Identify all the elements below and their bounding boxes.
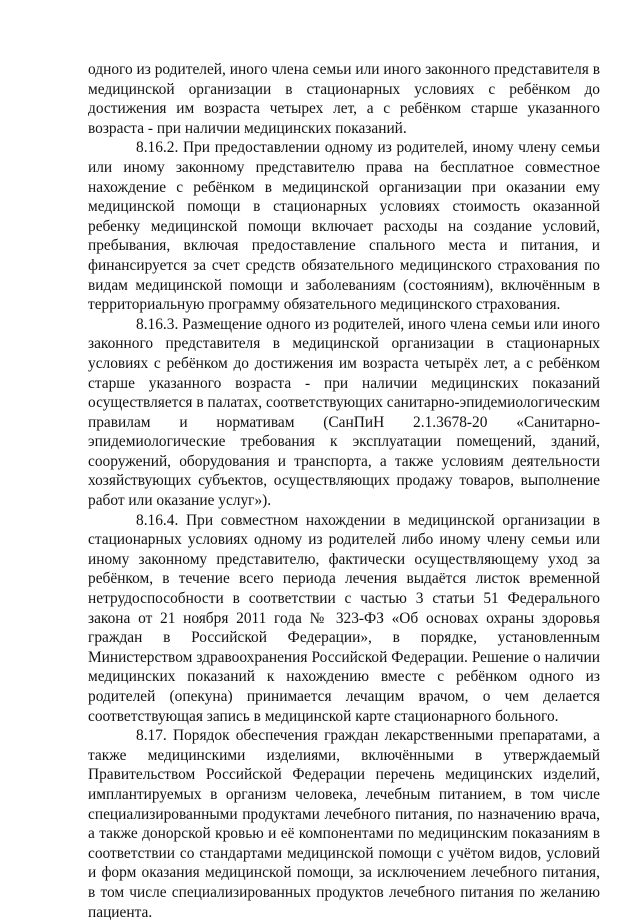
paragraph-8-16-4: 8.16.4. При совместном нахождении в медицинской организации в стационарных условиях одному из родителей либо иному члену семьи или иному законному представителю, фактически осуществляющему уход за ребёнком, в течение всего периода лечения выдаётся листок временной нетрудоспособности в соответствии с частью 3 статьи 51 Федерального закона от 21 ноября 2011 года № 323-ФЗ «Об основах охраны здоровья граждан в Российской Федерации», в порядке, установленным Министерством здравоохранения Российской Федерации. Решение о наличии медицинских показаний к нахождению вместе с ребёнком одного из родителей (опекуна) принимается лечащим врачом, о чем делается соответствующая запись в медицинской карте стационарного больного. xyxy=(88,511,600,725)
document-page xyxy=(88,60,600,922)
paragraph-continuation: одного из родителей, иного члена семьи или иного законного представителя в медицинской организации в стационарных условиях с ребёнком до достижения им возраста четырех лет, а с ребёнком старше указанного возраста - при наличии медицинских показаний. xyxy=(88,61,600,137)
paragraph-8-17: 8.17. Порядок обеспечения граждан лекарственными препаратами, а также медицинскими изделиями, включёнными в утверждаемый Правительством Российской Федерации перечень медицинских изделий, имплантируемых в организм человека, лечебным питанием, в том числе специализированными продуктами лечебного питания, по назначению врача, а также донорской кровью и её компонентами по медицинским показаниям в соответствии со стандартами медицинской помощи с учётом видов, условий и форм оказания медицинской помощи, за исключением лечебного питания, в том числе специализированных продуктов лечебного питания по желанию пациента. xyxy=(88,727,600,921)
paragraph-8-16-2: 8.16.2. При предоставлении одному из родителей, иному члену семьи или иному законному представителю права на бесплатное совместное нахождение с ребёнком в медицинской организации при оказании ему медицинской помощи в стационарных условиях стоимость оказанной ребенку медицинской помощи включает расходы на создание условий, пребывания, включая предоставление спального места и питания, и финансируется за счет средств обязательного медицинского страхования по видам медицинской помощи и заболеваниям (состояниям), включённым в территориальную программу обязательного медицинского страхования. xyxy=(88,139,600,314)
paragraph-8-16-3: 8.16.3. Размещение одного из родителей, иного члена семьи или иного законного представителя в медицинской организации в стационарных условиях с ребёнком до достижения им возраста четырёх лет, а с ребёнком старше указанного возраста - при наличии медицинских показаний осуществляется в палатах, соответствующих санитарно-эпидемиологическим правилам и нормативам (СанПиН 2.1.3678-20 «Санитарно-эпидемиологические требования к эксплуатации помещений, зданий, сооружений, оборудования и транспорта, а также условиям деятельности хозяйствующих субъектов, осуществляющих продажу товаров, выполнение работ или оказание услуг»). xyxy=(88,315,600,510)
